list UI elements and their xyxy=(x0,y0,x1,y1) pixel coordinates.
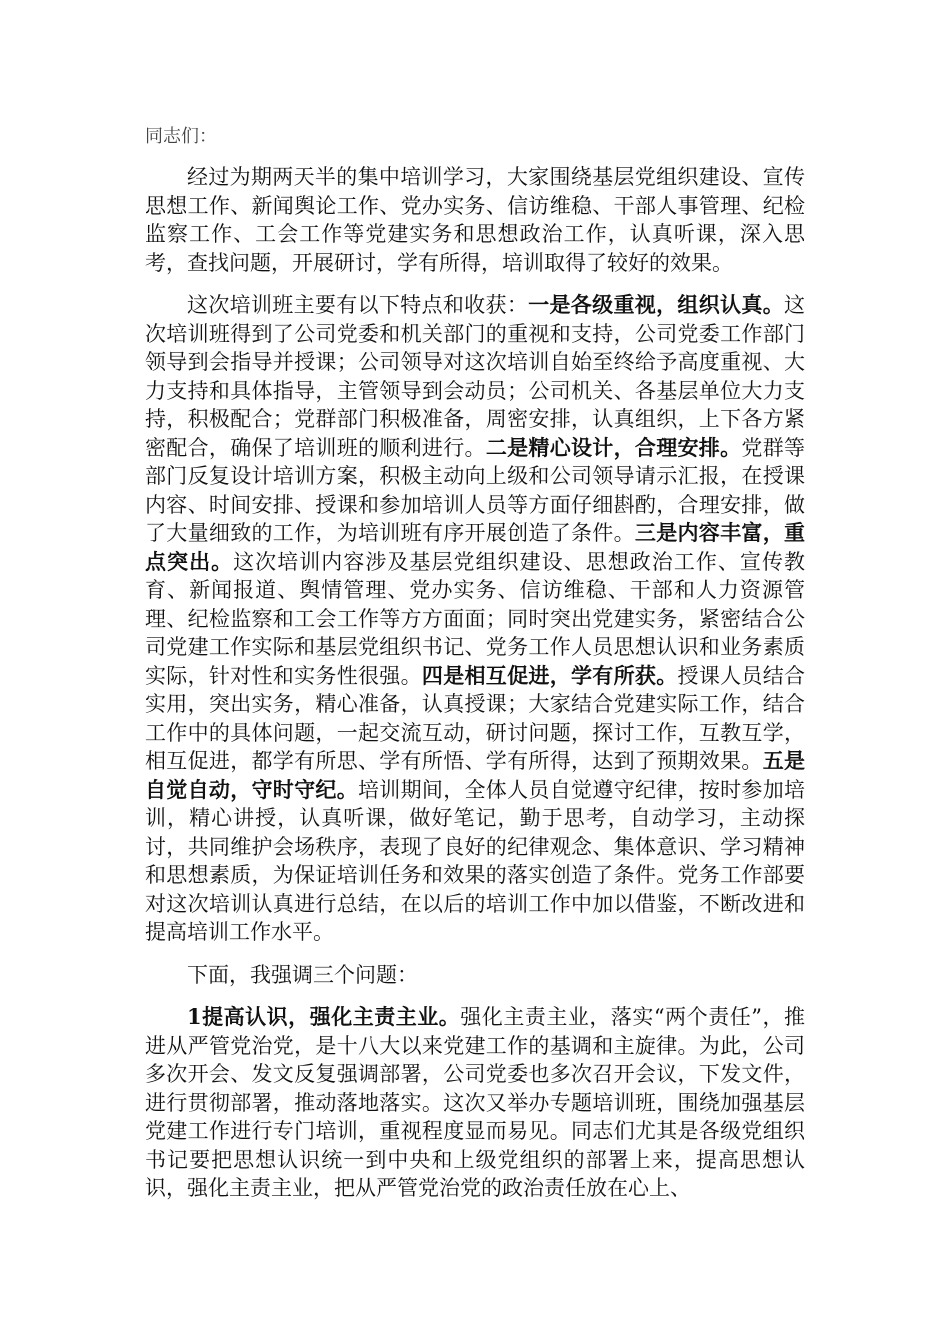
feature-text-3: 这次培训内容涉及基层党组织建设、思想政治工作、宣传教育、新闻报道、舆情管理、党办实务、信访维稳、干部和人力资源管理、纪检监察和工会工作等方方面面；同时突出党建实务，紧密结合公司党建工作实际和基层党组织书记、党务工作人员思想认识和业务素质实际，针对性和实务性很强。 xyxy=(145,549,806,688)
features-lead: 这次培训班主要有以下特点和收获： xyxy=(187,293,529,317)
feature-heading-3: 三是内容丰富，重点突出。 xyxy=(145,520,806,574)
point-1-paragraph xyxy=(145,1003,805,1203)
feature-heading-1: 一是各级重视，组织认真。 xyxy=(528,292,785,317)
feature-heading-2: 二是精心设计，合理安排。 xyxy=(485,434,742,460)
feature-text-4: 授课人员结合实用，突出实务，精心准备，认真授课；大家结合党建实际工作，结合工作中的具体问题，一起交流互动，研讨问题，探讨工作，互教互学，相互促进，都学有所思、学有所悟、学有所得，达到了预期效果。 xyxy=(145,663,806,773)
greeting: 同志们： xyxy=(145,126,217,147)
feature-text-5: 培训期间，全体人员自觉遵守纪律，按时参加培训，精心讲授，认真听课，做好笔记，勤于思考，自动学习，主动探讨，共同维护会场秩序，表现了良好的纪律观念、集体意识、学习精神和思想素质，为保证培训任务和效果的落实创造了条件。党务工作部要对这次培训认真进行总结，在以后的培训工作中加以借鉴，不断改进和提高培训工作水平。 xyxy=(145,777,805,944)
feature-text-1: 这次培训班得到了公司党委和机关部门的重视和支持，公司党委工作部门领导到会指导并授课；公司领导对这次培训自始至终给予高度重视、大力支持和具体指导，主管领导到会动员；公司机关、各基层单位大力支持，积极配合；党群部门积极准备，周密安排，认真组织，上下各方紧密配合，确保了培训班的顺利进行。 xyxy=(145,293,806,460)
intro-paragraph: 经过为期两天半的集中培训学习，大家围绕基层党组织建设、宣传思想工作、新闻舆论工作、党办实务、信访维稳、干部人事管理、纪检监察工作、工会工作等党建实务和思想政治工作，认真听课，深入思考，查找问题，开展研讨，学有所得，培训取得了较好的效果。 xyxy=(145,165,805,275)
feature-text-2: 党群等部门反复设计培训方案，积极主动向上级和公司领导请示汇报，在授课内容、时间安排、授课和参加培训人员等方面仔细斟酌，合理安排，做了大量细致的工作，为培训班有序开展创造了条件。 xyxy=(145,435,806,545)
feature-heading-5: 五是自觉自动，守时守纪。 xyxy=(145,748,806,802)
point-1-text: 强化主责主业，落实“两个责任”，推进从严管党治党，是十八大以来党建工作的基调和主旋律。为此，公司多次开会、发文反复强调部署，公司党委也多次召开会议，下发文件，进行贯彻部署，推动落地落实。这次又举办专题培训班，围绕加强基层党建工作进行专门培训，重视程度显而易见。同志们尤其是各级党组织书记要把思想认识统一到中央和上级党组织的部署上来，提高思想认识，强化主责主业，把从严管党治党的政治责任放在心上、 xyxy=(145,1005,805,1200)
document-page xyxy=(145,123,805,1203)
feature-heading-4: 四是相互促进，学有所获。 xyxy=(421,662,678,688)
transition-paragraph: 下面，我强调三个问题： xyxy=(187,962,418,987)
features-paragraph xyxy=(145,291,805,947)
point-1-heading: 1提高认识，强化主责主业。 xyxy=(187,1004,461,1029)
